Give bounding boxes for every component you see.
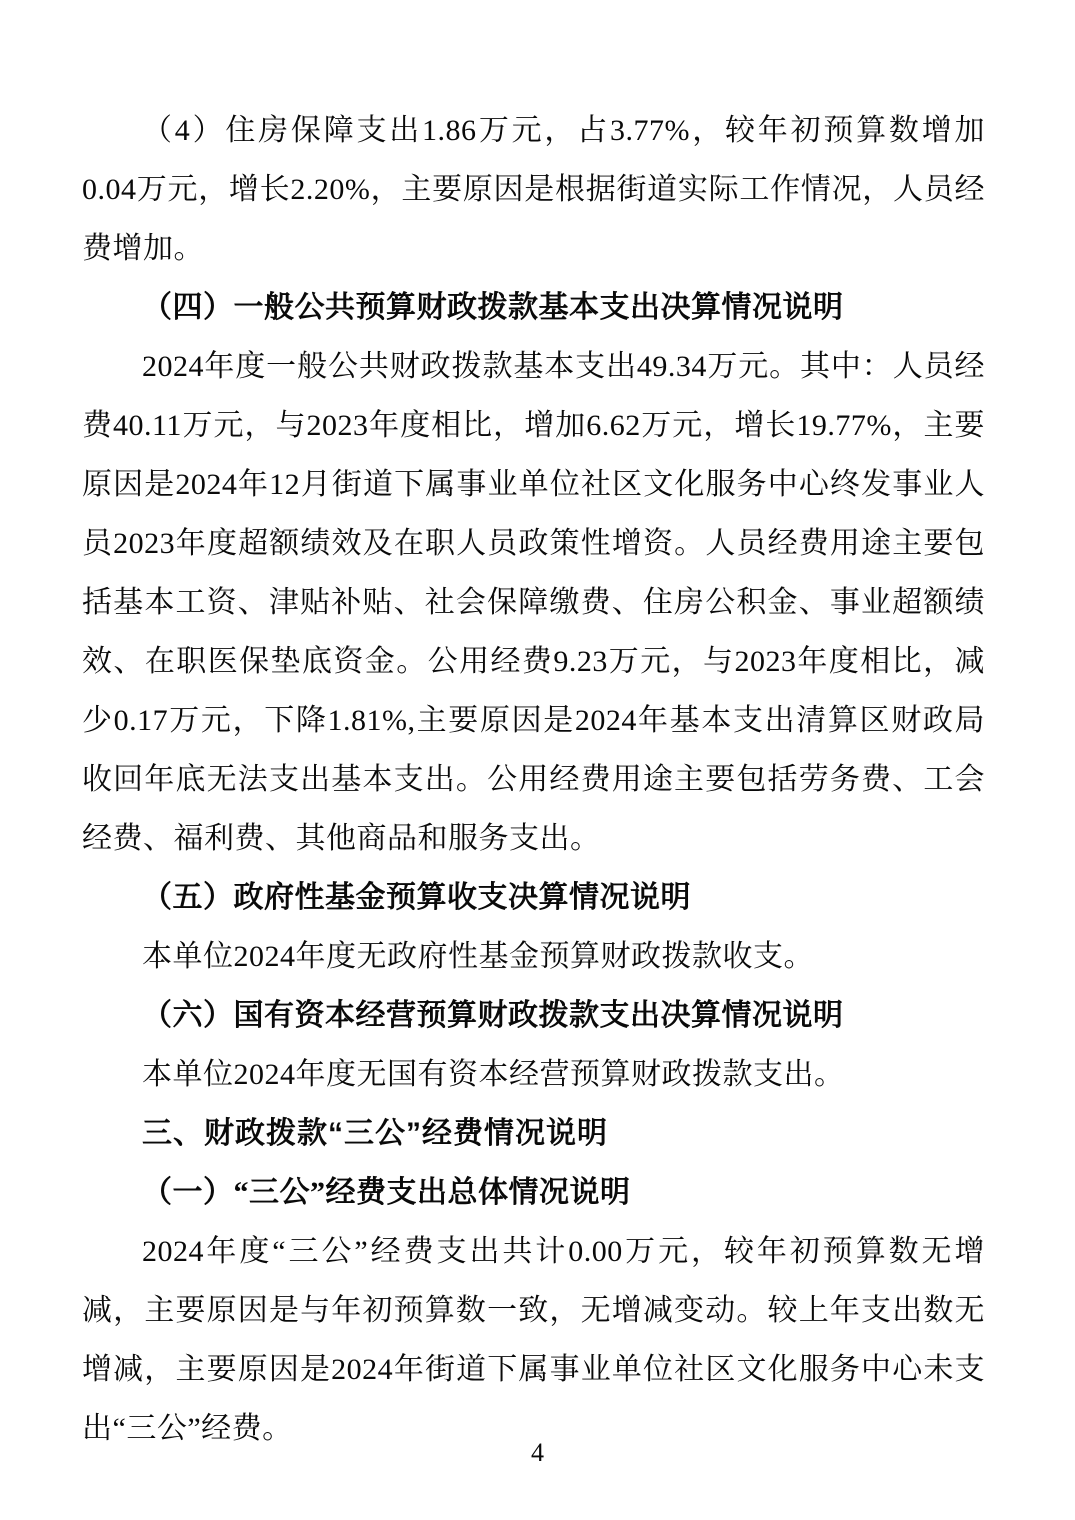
heading-section4-basic-expenditure: （四）一般公共预算财政拨款基本支出决算情况说明 — [142, 291, 844, 324]
heading-section5-gov-fund-budget: （五）政府性基金预算收支决算情况说明 — [142, 881, 691, 914]
para-basic-expenditure-detail: 2024年度一般公共财政拨款基本支出49.34万元。其中：人员经费40.11万元，与2023年度相比，增加6.62万元，增长19.77%，主要原因是2024年12月街道下属事业单位社区文化服务中心终发事业人员2023年度超额绩效及在职人员政策性增资。人员经费用途主要包括基本工资、津贴补贴、社会保障缴费、住房公积金、事业超额绩效、在职医保垫底资金。公用经费9.23万元，与2023年度相比，减少0.17万元，下降1.81%,主要原因是2024年基本支出清算区财政局收回年底无法支出基本支出。公用经费用途主要包括劳务费、工会经费、福利费、其他商品和服务支出。 — [82, 350, 985, 855]
heading-part3-three-public-funds: 三、财政拨款“三公”经费情况说明 — [142, 1117, 608, 1150]
para-housing-security-expense: （4）住房保障支出1.86万元，占3.77%，较年初预算数增加0.04万元，增长2.20%，主要原因是根据街道实际工作情况，人员经费增加。 — [82, 114, 985, 265]
para-gov-fund-budget: 本单位2024年度无政府性基金预算财政拨款收支。 — [142, 940, 814, 973]
para-three-public-detail: 2024年度“三公”经费支出共计0.00万元，较年初预算数无增减，主要原因是与年初预算数一致，无增减变动。较上年支出数无增减，主要原因是2024年街道下属事业单位社区文化服务中心未支出“三公”经费。 — [82, 1235, 985, 1445]
para-state-capital: 本单位2024年度无国有资本经营预算财政拨款支出。 — [142, 1058, 845, 1091]
page-number: 4 — [531, 1438, 544, 1467]
heading-section6-state-capital: （六）国有资本经营预算财政拨款支出决算情况说明 — [142, 999, 844, 1032]
document-content — [82, 101, 985, 1458]
heading-three-public-overall: （一）“三公”经费支出总体情况说明 — [142, 1176, 631, 1209]
